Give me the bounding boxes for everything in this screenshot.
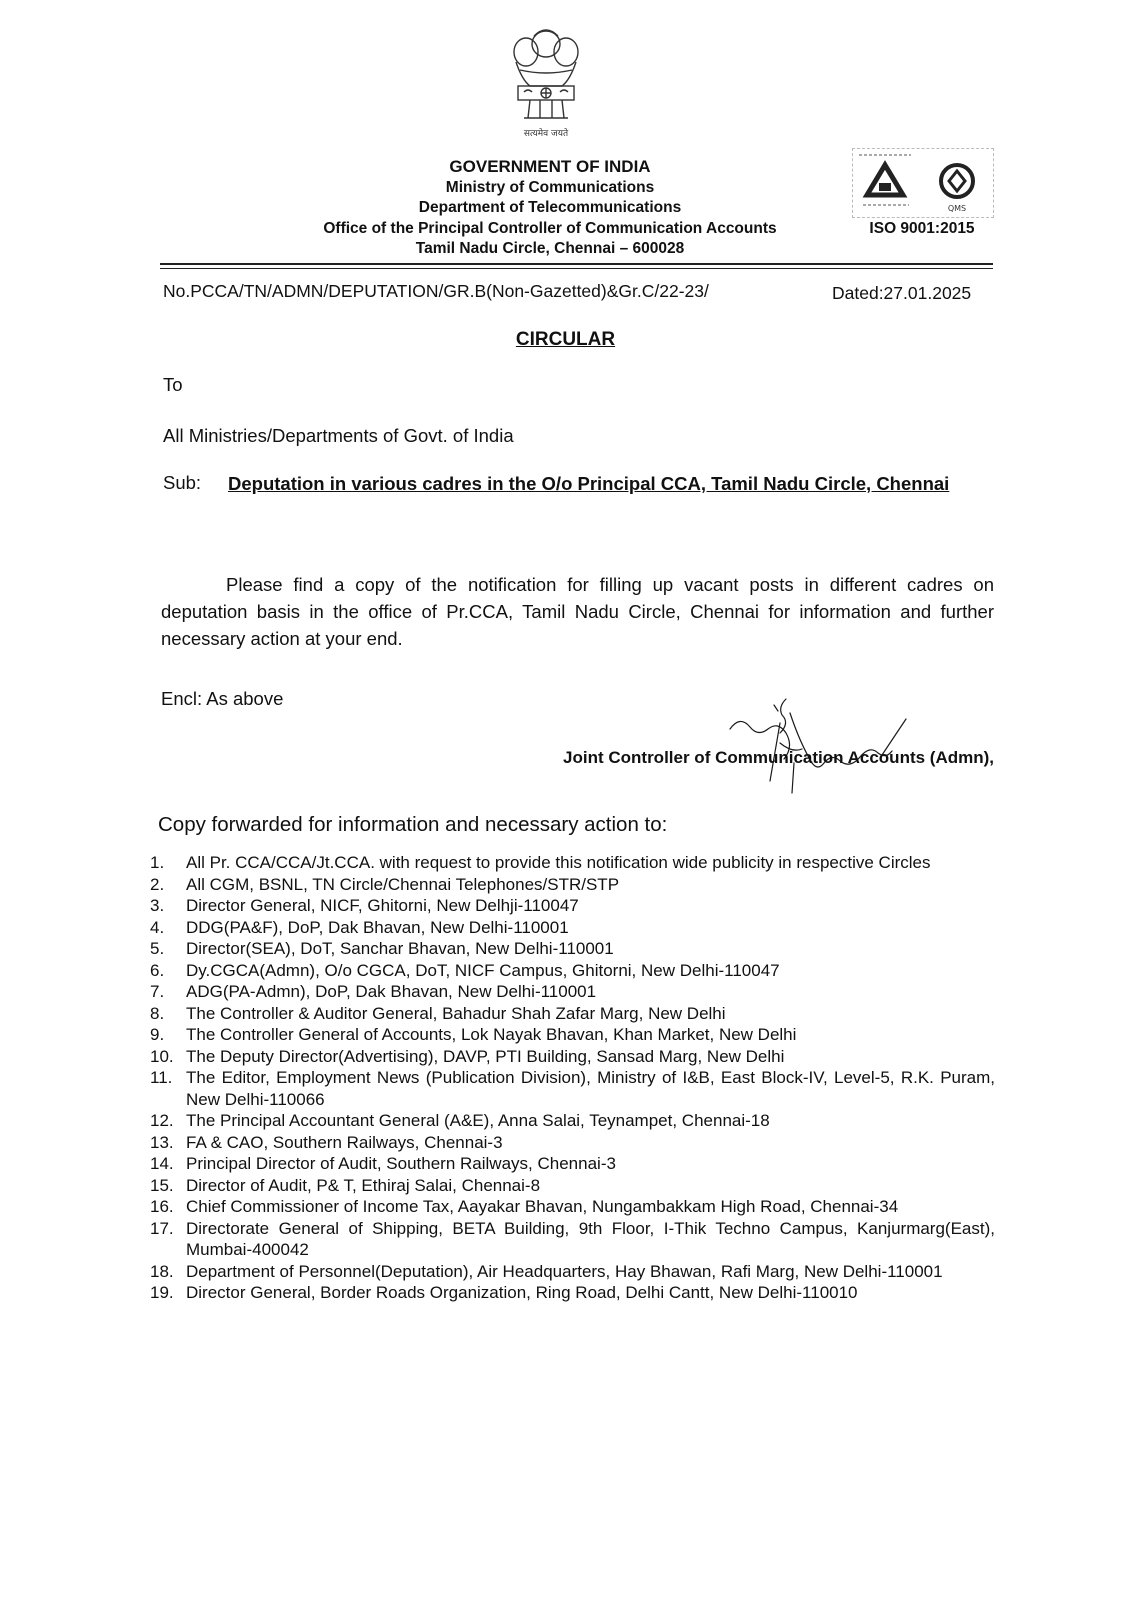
header-rule-thick <box>160 263 993 265</box>
list-item <box>150 1153 995 1175</box>
list-item-text: Department of Personnel(Deputation), Air Headquarters, Hay Bhawan, Rafi Marg, New Delhi-110001 <box>186 1261 943 1281</box>
list-item <box>150 874 995 896</box>
list-item-number: 10. <box>150 1046 174 1066</box>
list-item-number: 1. <box>150 853 165 872</box>
list-item-number: 18. <box>150 1261 174 1281</box>
subject-label: Sub: <box>163 472 202 493</box>
list-item <box>150 1218 995 1261</box>
list-item-number: 15. <box>150 1175 174 1195</box>
list-item-text: The Editor, Employment News (Publication Division), Ministry of I&B, East Block-IV, Level-5, R.K. Puram, New Delhi-110066 <box>186 1068 995 1109</box>
list-item <box>150 1175 995 1197</box>
header-rule-thin <box>160 268 993 269</box>
iso-certification: ISO 9001:2015 <box>869 220 975 237</box>
list-item-text: Director(SEA), DoT, Sanchar Bhavan, New Delhi-110001 <box>186 939 614 958</box>
list-item <box>150 1261 995 1283</box>
list-item-number: 5. <box>150 939 165 958</box>
list-item-text: ADG(PA-Admn), DoP, Dak Bhavan, New Delhi-110001 <box>186 982 597 1001</box>
bis-logo-icon <box>853 149 993 217</box>
office-name: Office of the Principal Controller of Communication Accounts <box>323 219 777 237</box>
government-title: GOVERNMENT OF INDIA <box>449 157 651 176</box>
department-name: Department of Telecommunications <box>418 199 682 216</box>
list-item-text: Dy.CGCA(Admn), O/o CGCA, DoT, NICF Campus, Ghitorni, New Delhi-110047 <box>186 960 780 980</box>
list-item-text: FA & CAO, Southern Railways, Chennai-3 <box>186 1132 503 1152</box>
list-item-number: 9. <box>150 1025 165 1044</box>
reference-number: No.PCCA/TN/ADMN/DEPUTATION/GR.B(Non-Gazetted)&Gr.C/22-23/ <box>163 281 709 301</box>
list-item-number: 17. <box>150 1218 174 1238</box>
list-item-number: 3. <box>150 896 165 915</box>
list-item-text: Chief Commissioner of Income Tax, Aayakar Bhavan, Nungambakkam High Road, Chennai-34 <box>186 1197 899 1216</box>
list-item-number: 4. <box>150 917 165 937</box>
list-item-number: 14. <box>150 1154 174 1173</box>
list-item-number: 7. <box>150 982 165 1001</box>
enclosure-note: Encl: As above <box>161 688 284 709</box>
list-item-text: All CGM, BSNL, TN Circle/Chennai Telephones/STR/STP <box>186 874 620 894</box>
list-item <box>150 1110 995 1132</box>
list-item-number: 13. <box>150 1132 174 1152</box>
list-item <box>150 1024 995 1046</box>
list-item <box>150 1132 995 1154</box>
list-item <box>150 938 995 960</box>
list-item <box>150 1067 995 1110</box>
emblem-motto: सत्यमेव जयते <box>523 129 569 139</box>
list-item <box>150 917 995 939</box>
list-item-number: 8. <box>150 1003 165 1023</box>
list-item <box>150 852 1061 874</box>
list-item-text: DDG(PA&F), DoP, Dak Bhavan, New Delhi-110001 <box>186 917 569 937</box>
list-item <box>150 895 995 917</box>
copy-forwarded-heading: Copy forwarded for information and necessary action to: <box>158 813 668 836</box>
distribution-list <box>150 852 995 1304</box>
list-item-text: All Pr. CCA/CCA/Jt.CCA. with request to provide this notification wide publicity in respective Circles <box>186 853 931 872</box>
qms-logo-icon <box>941 165 973 213</box>
list-item-number: 16. <box>150 1197 174 1216</box>
addressee: All Ministries/Departments of Govt. of India <box>163 425 514 446</box>
body-paragraph: Please find a copy of the notification for filling up vacant posts in different cadres on deputation basis in the office of Pr.CCA, Tamil Nadu Circle, Chennai for information and further necessary action at your end. <box>161 574 994 649</box>
list-item-number: 2. <box>150 874 165 894</box>
list-item-number: 19. <box>150 1283 174 1302</box>
national-emblem-icon <box>500 22 592 142</box>
signatory-designation: Joint Controller of Communication Accounts (Admn), <box>563 748 994 767</box>
list-item-text: Principal Director of Audit, Southern Railways, Chennai-3 <box>186 1154 616 1173</box>
to-label: To <box>163 374 183 395</box>
list-item <box>150 1046 995 1068</box>
list-item-text: Director of Audit, P& T, Ethiraj Salai, Chennai-8 <box>186 1175 541 1195</box>
list-item <box>150 960 995 982</box>
list-item <box>150 1196 995 1218</box>
list-item-text: Director General, Border Roads Organization, Ring Road, Delhi Cantt, New Delhi-110010 <box>186 1283 858 1302</box>
list-item-text: The Controller General of Accounts, Lok Nayak Bhavan, Khan Market, New Delhi <box>186 1025 797 1044</box>
list-item-number: 11. <box>150 1068 173 1087</box>
ministry-name: Ministry of Communications <box>445 178 655 196</box>
list-item <box>150 1282 995 1304</box>
list-item-text: Director General, NICF, Ghitorni, New Delhji-110047 <box>186 896 579 915</box>
list-item <box>150 981 995 1003</box>
list-item-text: The Principal Accountant General (A&E), Anna Salai, Teynampet, Chennai-18 <box>186 1111 770 1130</box>
handwritten-signature <box>720 693 920 798</box>
certification-logos <box>852 148 994 218</box>
list-item-number: 12. <box>150 1111 174 1130</box>
list-item <box>150 1003 995 1025</box>
qms-mark: QMS <box>947 204 967 213</box>
list-item-number: 6. <box>150 960 165 980</box>
list-item-text: The Deputy Director(Advertising), DAVP, PTI Building, Sansad Marg, New Delhi <box>186 1046 785 1066</box>
document-date: Dated:27.01.2025 <box>832 283 972 303</box>
circle-address: Tamil Nadu Circle, Chennai – 600028 <box>415 240 685 257</box>
list-item-text: Directorate General of Shipping, BETA Building, 9th Floor, I-Thik Techno Campus, Kanjurmarg(East), Mumbai-400042 <box>186 1218 995 1259</box>
list-item-text: The Controller & Auditor General, Bahadur Shah Zafar Marg, New Delhi <box>186 1003 726 1023</box>
subject-text: Deputation in various cadres in the O/o Principal CCA, Tamil Nadu Circle, Chennai <box>228 473 950 494</box>
document-type-heading: CIRCULAR <box>515 329 616 350</box>
letterhead <box>280 157 820 260</box>
